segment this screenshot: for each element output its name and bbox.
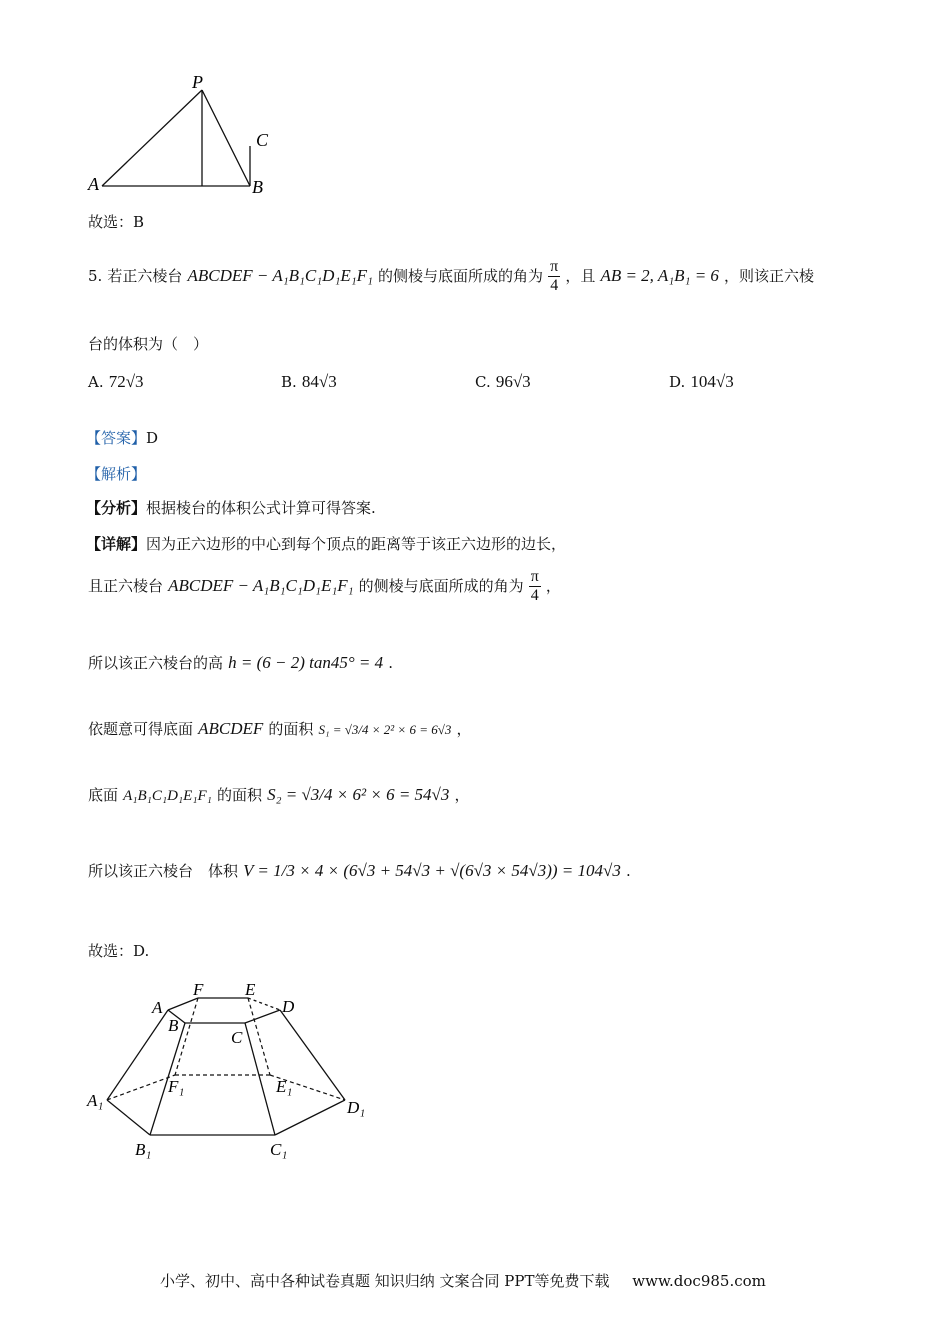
given-lengths: AB = 2, A₁B₁ = 6 [600, 266, 719, 285]
question-text-2: 的侧棱与底面所成的角为 [378, 267, 544, 285]
detail-line3: 所以该正六棱台的高 h = (6 − 2) tan45° = 4 . [88, 653, 393, 672]
footer [160, 1270, 766, 1291]
analysis-line: 【分析】根据棱台的体积公式计算可得答案. [86, 499, 376, 517]
label-C: C [231, 1028, 243, 1047]
figure-triangle-pab [80, 70, 280, 200]
figure-hexagonal-frustum [80, 975, 400, 1170]
label-F1: F₁ [168, 1077, 185, 1096]
detail-line2: 且正六棱台 ABCDEF − A₁B₁C₁D₁E₁F₁ 的侧棱与底面所成的角为 $\frac{\pi}{4}$ ， [88, 568, 561, 604]
option-a-value: 72√3 [108, 372, 144, 391]
label-D1: D₁ [347, 1098, 366, 1117]
answer-line [86, 427, 158, 448]
label-B: B [168, 1016, 179, 1035]
detail-line6: 所以该正六棱台 体积 V = 1/3 × 4 × (6√3 + 54√3 + √(6√3 × 54√3)) = 104√3 . [88, 861, 631, 880]
label-P: P [192, 72, 203, 92]
question-text-4: ，则该正六棱 [724, 267, 815, 285]
answer-value: D [146, 429, 159, 447]
option-b: B. 84√3 [281, 372, 337, 391]
question-text-1: 若正六棱台 [107, 267, 183, 285]
answer-tag: 【答案】 [86, 429, 147, 447]
label-C1: C₁ [270, 1140, 288, 1159]
question-5-line1 [88, 258, 814, 295]
question-text-3: ，且 [565, 267, 596, 285]
angle-fraction: $\frac{\pi}{4}$ [550, 258, 559, 294]
option-d-value: 104√3 [690, 372, 734, 391]
option-b-value: 84√3 [301, 372, 337, 391]
analysis-tag: 【解析】 [86, 465, 147, 483]
label-A: A [152, 998, 163, 1017]
label-E1: E₁ [276, 1077, 293, 1096]
label-F: F [193, 980, 204, 999]
detail-line5: 底面 A₁B₁C₁D₁E₁F₁ 的面积 S₂ = √3/4 × 6² × 6 = 54√3 ， [88, 785, 470, 804]
option-a: A. 72√3 [88, 372, 144, 391]
question-5-line2: 台的体积为（ ） [88, 335, 209, 353]
detail-line4: 依题意可得底面 ABCDEF 的面积 S₁ = √3/4 × 2² × 6 = 6√3 ， [88, 719, 472, 738]
footer-text: 小学、初中、高中各种试卷真题 知识归纳 文案合同 PPT等免费下载 [160, 1272, 610, 1290]
footer-link[interactable]: www.doc985.com [632, 1272, 766, 1290]
label-C: C [256, 130, 269, 150]
label-D: D [282, 997, 295, 1016]
detail-line1: 【详解】因为正六边形的中心到每个顶点的距离等于该正六边形的边长， [86, 535, 567, 553]
label-E: E [245, 980, 256, 999]
option-d: D. 104√3 [669, 372, 734, 391]
question-number: 5. [88, 267, 103, 285]
solid-name: ABCDEF − A₁B₁C₁D₁E₁F₁ [187, 266, 373, 285]
option-c-value: 96√3 [495, 372, 531, 391]
height-equation: h = (6 − 2) tan45° = 4 [228, 653, 384, 672]
detail-conclusion: 故选：D. [88, 942, 150, 960]
label-B1: B₁ [135, 1140, 152, 1159]
prev-answer: 故选：B [88, 213, 145, 231]
option-c: C. 96√3 [475, 372, 531, 391]
area-s2-equation: S₂ = √3/4 × 6² × 6 = 54√3 [267, 785, 450, 804]
label-A: A [88, 174, 99, 194]
label-A1: A₁ [87, 1091, 104, 1110]
label-B: B [252, 177, 263, 197]
area-s1-equation: S₁ = √3/4 × 2² × 6 = 6√3 [318, 722, 452, 737]
volume-equation: V = 1/3 × 4 × (6√3 + 54√3 + √(6√3 × 54√3)) = 104√3 [243, 861, 621, 880]
